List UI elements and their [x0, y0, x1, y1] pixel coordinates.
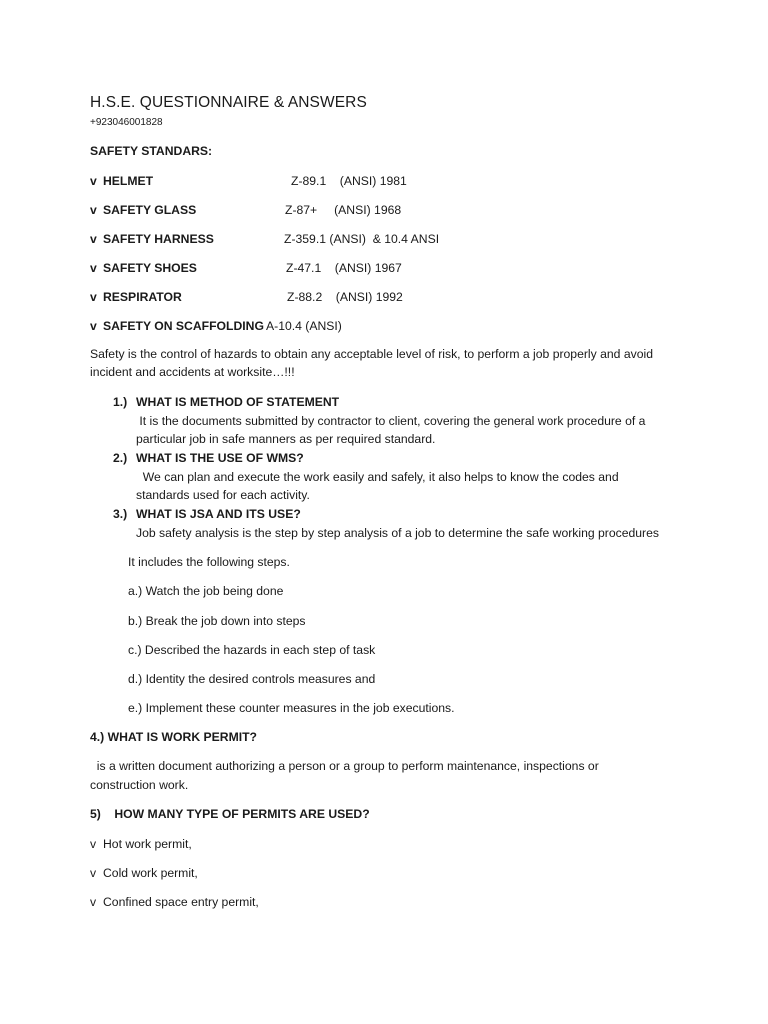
question-heading: WHAT IS JSA AND ITS USE? [136, 507, 301, 521]
standards-heading: SAFETY STANDARS: [90, 144, 213, 158]
standard-item [90, 201, 196, 219]
bullet-icon: v [90, 866, 97, 880]
standard-name: SAFETY GLASS [103, 203, 197, 217]
standard-code: Z-88.2 (ANSI) 1992 [287, 290, 403, 304]
answer-text: construction work. [90, 778, 189, 792]
question-heading: WHAT IS THE USE OF WMS? [136, 451, 304, 465]
permit-item [90, 835, 192, 853]
bullet-icon: v [90, 895, 97, 909]
jsa-step: c.) Described the hazards in each step of task [128, 643, 376, 657]
jsa-step: b.) Break the job down into steps [128, 614, 306, 628]
jsa-step: e.) Implement these counter measures in the job executions. [128, 701, 455, 715]
question-heading: 4.) WHAT IS WORK PERMIT? [90, 730, 257, 744]
question-number: 1.) [113, 395, 128, 409]
bullet-icon: v [90, 174, 97, 188]
question-number: 2.) [113, 451, 128, 465]
standard-code: Z-87+ (ANSI) 1968 [285, 203, 402, 217]
phone-number: +923046001828 [90, 117, 163, 128]
permit-item [90, 893, 259, 911]
permit-label: Hot work permit, [103, 837, 192, 851]
standard-item [90, 288, 182, 306]
jsa-intro: It includes the following steps. [128, 555, 290, 569]
answer-text: It is the documents submitted by contractor to client, covering the general work procedure of a [136, 414, 646, 428]
standard-code: Z-47.1 (ANSI) 1967 [286, 261, 402, 275]
standard-item [90, 172, 153, 190]
bullet-icon: v [90, 290, 97, 304]
question-heading: 5) HOW MANY TYPE OF PERMITS ARE USED? [90, 807, 370, 821]
standard-code: Z-89.1 (ANSI) 1981 [291, 174, 407, 188]
standard-name: SAFETY ON SCAFFOLDING [103, 319, 264, 333]
standard-name: RESPIRATOR [103, 290, 182, 304]
answer-text: particular job in safe manners as per required standard. [136, 432, 436, 446]
question-number: 3.) [113, 507, 128, 521]
bullet-icon: v [90, 837, 97, 851]
standard-name: HELMET [103, 174, 154, 188]
bullet-icon: v [90, 203, 97, 217]
bullet-icon: v [90, 319, 97, 333]
bullet-icon: v [90, 261, 97, 275]
answer-text: We can plan and execute the work easily and safely, it also helps to know the codes and [136, 470, 619, 484]
bullet-icon: v [90, 232, 97, 246]
standard-name: SAFETY SHOES [103, 261, 197, 275]
question-heading: WHAT IS METHOD OF STATEMENT [136, 395, 340, 409]
answer-text: Job safety analysis is the step by step analysis of a job to determine the safe working procedures [136, 526, 659, 540]
standard-item [90, 259, 197, 277]
standard-item [90, 317, 264, 335]
safety-definition: Safety is the control of hazards to obtain any acceptable level of risk, to perform a job properly and avoid incident and accidents at worksite…!!! [90, 347, 653, 379]
standard-name: SAFETY HARNESS [103, 232, 214, 246]
standard-code: Z-359.1 (ANSI) & 10.4 ANSI [284, 232, 440, 246]
permit-item [90, 864, 198, 882]
answer-text: is a written document authorizing a person or a group to perform maintenance, inspections or [90, 759, 599, 773]
document-title: H.S.E. QUESTIONNAIRE & ANSWERS [90, 94, 367, 111]
standard-item [90, 230, 214, 248]
jsa-step: a.) Watch the job being done [128, 584, 284, 598]
permit-label: Confined space entry permit, [103, 895, 259, 909]
standard-code: A-10.4 (ANSI) [266, 319, 342, 333]
permit-label: Cold work permit, [103, 866, 198, 880]
jsa-step: d.) Identity the desired controls measures and [128, 672, 376, 686]
answer-text: standards used for each activity. [136, 488, 310, 502]
